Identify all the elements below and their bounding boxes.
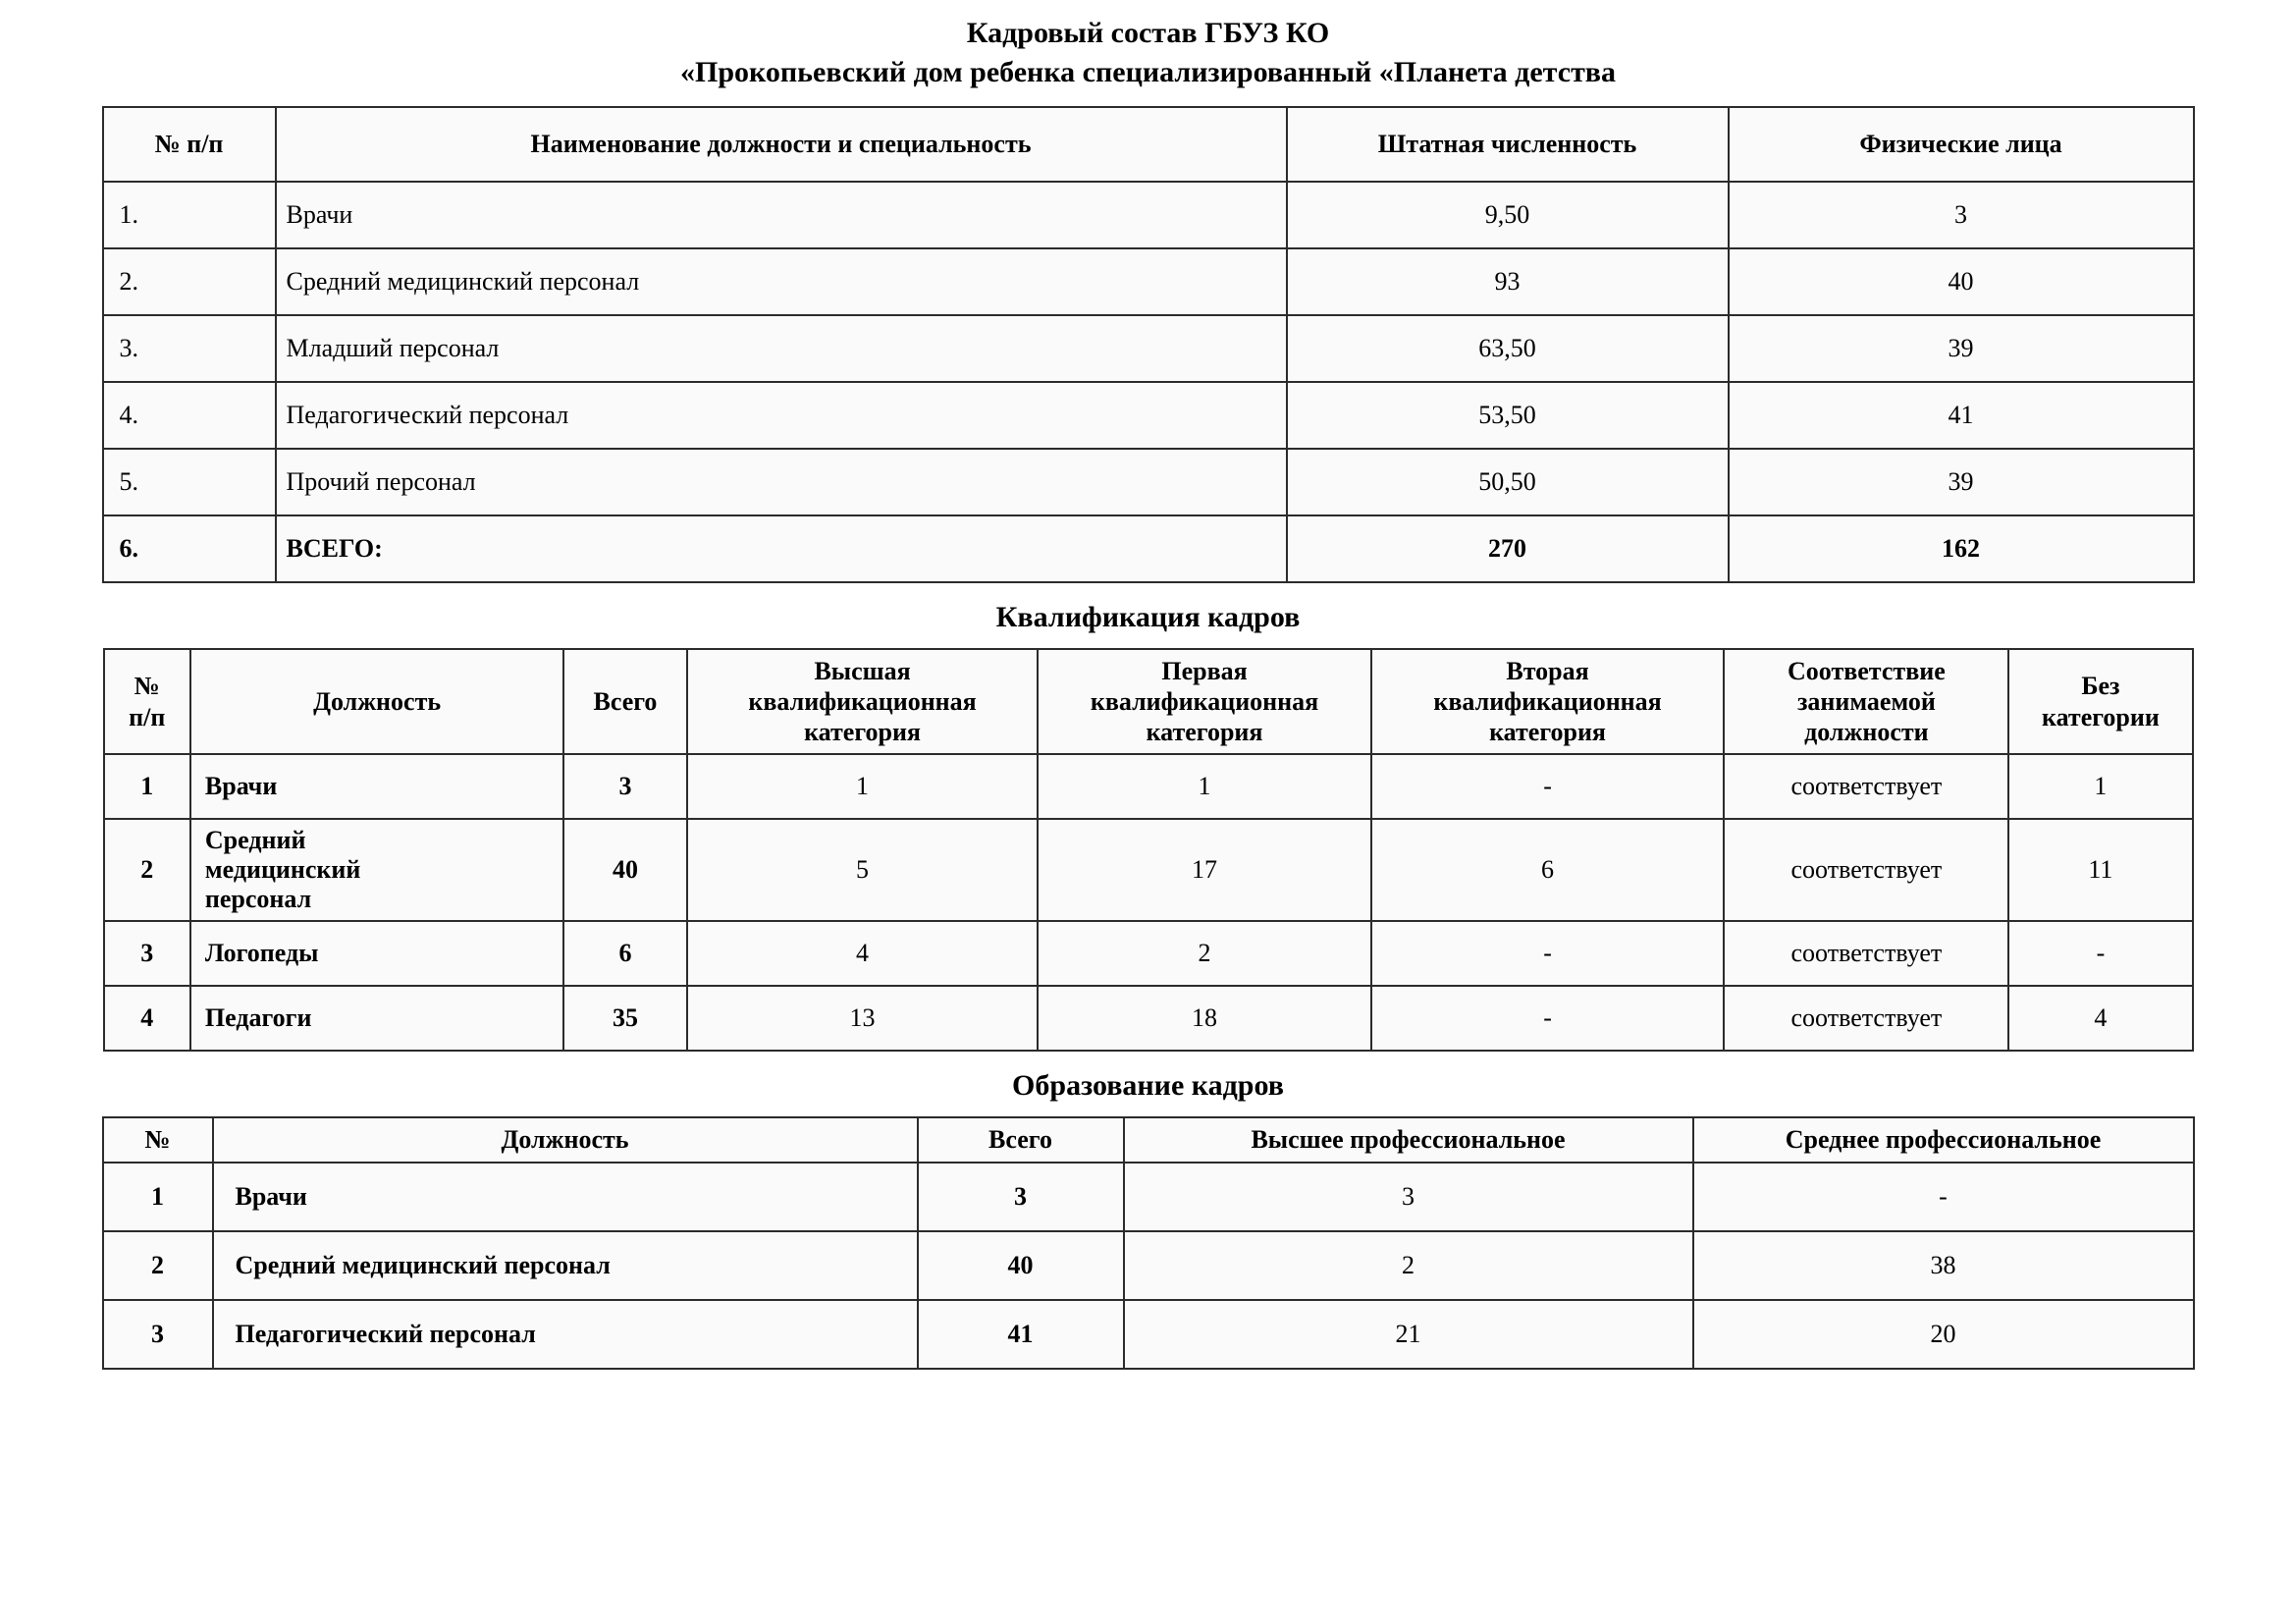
- cell-highest-category: 4: [687, 921, 1039, 986]
- cell-highest-category: 1: [687, 754, 1039, 819]
- cell-total: 40: [918, 1231, 1124, 1300]
- cell-conformity: соответствует: [1724, 986, 2008, 1051]
- table-row: [104, 754, 2193, 819]
- cell-higher-education: 2: [1124, 1231, 1693, 1300]
- cell-first-category: 1: [1038, 754, 1370, 819]
- cell-number: 2: [103, 1231, 213, 1300]
- cell-total: 3: [918, 1163, 1124, 1231]
- table-row: [103, 315, 2194, 382]
- cell-second-category: -: [1371, 754, 1725, 819]
- education-table: [102, 1116, 2195, 1370]
- page-title-line-1: Кадровый состав ГБУЗ КО: [966, 17, 1330, 49]
- cell-staff-count: 93: [1287, 248, 1729, 315]
- cell-number: 3: [104, 921, 190, 986]
- cell-no-category: 4: [2008, 986, 2192, 1051]
- column-header-physical-persons: Физические лица: [1729, 107, 2194, 182]
- table-row: [103, 1300, 2194, 1369]
- cell-conformity: соответствует: [1724, 921, 2008, 986]
- header-line: Высшая: [814, 656, 911, 685]
- column-header-number: [104, 649, 190, 755]
- cell-total: 6: [563, 921, 686, 986]
- cell-second-category: -: [1371, 986, 1725, 1051]
- cell-number: 3: [103, 1300, 213, 1369]
- table-header-row: [103, 107, 2194, 182]
- column-header-position: Должность: [190, 649, 563, 755]
- column-header-number: № п/п: [103, 107, 276, 182]
- cell-secondary-education: -: [1693, 1163, 2194, 1231]
- cell-no-category: -: [2008, 921, 2192, 986]
- cell-position: Врачи: [213, 1163, 918, 1231]
- cell-number: 2.: [103, 248, 276, 315]
- column-header-higher-education: Высшее профессиональное: [1124, 1117, 1693, 1163]
- header-line: категория: [1146, 718, 1263, 747]
- header-line: Без: [2081, 672, 2120, 701]
- header-line: квалификационная: [1090, 686, 1319, 716]
- column-header-total: Всего: [918, 1117, 1124, 1163]
- cell-total: 40: [563, 819, 686, 921]
- cell-position: Средний медицинский персонал: [213, 1231, 918, 1300]
- column-header-position: Наименование должности и специальность: [276, 107, 1287, 182]
- column-header-staff-count: Штатная численность: [1287, 107, 1729, 182]
- cell-secondary-education: 20: [1693, 1300, 2194, 1369]
- page-title: [59, 14, 2237, 92]
- header-line: квалификационная: [748, 686, 977, 716]
- table-row: [104, 986, 2193, 1051]
- cell-second-category: -: [1371, 921, 1725, 986]
- qualification-table: [103, 648, 2194, 1053]
- cell-number: 3.: [103, 315, 276, 382]
- cell-number: 1: [103, 1163, 213, 1231]
- cell-position: ВСЕГО:: [276, 515, 1287, 582]
- cell-first-category: 2: [1038, 921, 1370, 986]
- cell-number: 5.: [103, 449, 276, 515]
- cell-number: 1.: [103, 182, 276, 248]
- header-line: категория: [804, 718, 921, 747]
- cell-physical-persons: 162: [1729, 515, 2194, 582]
- cell-physical-persons: 41: [1729, 382, 2194, 449]
- cell-first-category: 18: [1038, 986, 1370, 1051]
- position-line: медицинский: [204, 855, 361, 885]
- cell-second-category: 6: [1371, 819, 1725, 921]
- table-row: [104, 921, 2193, 986]
- cell-position: [190, 819, 563, 921]
- cell-position: Прочий персонал: [276, 449, 1287, 515]
- cell-position: Средний медицинский персонал: [276, 248, 1287, 315]
- cell-secondary-education: 38: [1693, 1231, 2194, 1300]
- cell-conformity: соответствует: [1724, 754, 2008, 819]
- column-header-conformity: [1724, 649, 2008, 755]
- cell-position: Педагоги: [190, 986, 563, 1051]
- column-header-secondary-education: Среднее профессиональное: [1693, 1117, 2194, 1163]
- column-header-total: Всего: [563, 649, 686, 755]
- cell-staff-count: 53,50: [1287, 382, 1729, 449]
- cell-highest-category: 5: [687, 819, 1039, 921]
- table-row-total: [103, 515, 2194, 582]
- header-line: квалификационная: [1433, 686, 1662, 716]
- header-line: Соответствие: [1788, 656, 1946, 685]
- column-header-position: Должность: [213, 1117, 918, 1163]
- cell-staff-count: 63,50: [1287, 315, 1729, 382]
- cell-staff-count: 270: [1287, 515, 1729, 582]
- table-row: [103, 1231, 2194, 1300]
- cell-number: 2: [104, 819, 190, 921]
- cell-higher-education: 3: [1124, 1163, 1693, 1231]
- table-header-row: [104, 649, 2193, 755]
- cell-physical-persons: 39: [1729, 315, 2194, 382]
- cell-position: Врачи: [190, 754, 563, 819]
- column-header-highest-category: [687, 649, 1039, 755]
- staff-composition-table: [102, 106, 2195, 583]
- column-header-no-category: [2008, 649, 2192, 755]
- cell-number: 4.: [103, 382, 276, 449]
- cell-position: Педагогический персонал: [213, 1300, 918, 1369]
- position-line: Средний: [204, 826, 306, 855]
- cell-physical-persons: 40: [1729, 248, 2194, 315]
- cell-position: Логопеды: [190, 921, 563, 986]
- column-header-first-category: [1038, 649, 1370, 755]
- header-line: категории: [2042, 702, 2160, 731]
- cell-position: Младший персонал: [276, 315, 1287, 382]
- page-title-line-2: «Прокопьевский дом ребенка специализированный «Планета детства: [679, 55, 1617, 88]
- cell-number: 6.: [103, 515, 276, 582]
- header-line: занимаемой: [1796, 686, 1936, 716]
- cell-first-category: 17: [1038, 819, 1370, 921]
- cell-conformity: соответствует: [1724, 819, 2008, 921]
- table-row: [103, 382, 2194, 449]
- header-line: №: [133, 672, 160, 701]
- cell-number: 1: [104, 754, 190, 819]
- header-line: должности: [1804, 718, 1929, 747]
- cell-physical-persons: 39: [1729, 449, 2194, 515]
- cell-number: 4: [104, 986, 190, 1051]
- education-section-title: Образование кадров: [1012, 1069, 1284, 1103]
- table-header-row: [103, 1117, 2194, 1163]
- column-header-second-category: [1371, 649, 1725, 755]
- cell-physical-persons: 3: [1729, 182, 2194, 248]
- cell-position: Врачи: [276, 182, 1287, 248]
- cell-no-category: 11: [2008, 819, 2192, 921]
- table-row: [103, 1163, 2194, 1231]
- cell-higher-education: 21: [1124, 1300, 1693, 1369]
- cell-total: 3: [563, 754, 686, 819]
- cell-position: Педагогический персонал: [276, 382, 1287, 449]
- cell-no-category: 1: [2008, 754, 2192, 819]
- cell-highest-category: 13: [687, 986, 1039, 1051]
- position-line: персонал: [204, 885, 312, 914]
- table-row: [103, 182, 2194, 248]
- cell-staff-count: 9,50: [1287, 182, 1729, 248]
- header-line: Первая: [1161, 656, 1248, 685]
- cell-total: 35: [563, 986, 686, 1051]
- table-row: [104, 819, 2193, 921]
- cell-staff-count: 50,50: [1287, 449, 1729, 515]
- header-line: категория: [1489, 718, 1606, 747]
- column-header-number: №: [103, 1117, 213, 1163]
- header-line: Вторая: [1506, 656, 1589, 685]
- qualification-section-title: Квалификация кадров: [995, 600, 1301, 633]
- cell-total: 41: [918, 1300, 1124, 1369]
- header-line: п/п: [129, 702, 166, 731]
- table-row: [103, 248, 2194, 315]
- table-row: [103, 449, 2194, 515]
